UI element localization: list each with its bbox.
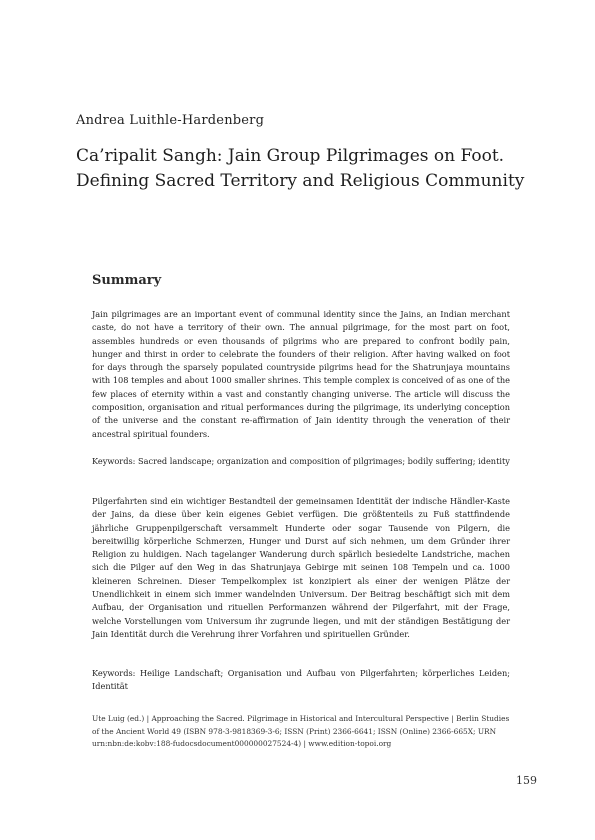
article-title: Ca’ripalit Sangh: Jain Group Pilgrimages on Foot. Defining Sacred Territory and Religious Community: [76, 146, 525, 191]
page-number: 159: [516, 774, 537, 787]
citation-footer: Ute Luig (ed.) | Approaching the Sacred. Pilgrimage in Historical and Intercultural Perspective | Berlin Studies of the Ancient World 49 (ISBN 978-3-9818369-3-6; ISSN (Print) 2366-6641; ISSN (Online) 2366-665X; URN urn:nbn:de:kobv:188-fudocsdocument000000027524-4) | www.edition-topoi.org: [92, 714, 510, 748]
abstract-german: Pilgerfahrten sind ein wichtiger Bestandteil der gemeinsamen Identität der indische Händler-Kaste der Jains, da diese über kein eigenes Gebiet verfügen. Die größtenteils zu Fuß stattfindende jährliche Gruppenpilgerschaft versammelt Hunderte oder sogar Tausende von Pilgern, die bereitwillig körperliche Schmerzen, Hunger und Durst auf sich nehmen, um dem Gründer ihrer Religion zu huldigen. Nach tagelanger Wanderung durch spärlich besiedelte Landstriche, machen sich die Pilger auf den Weg in das Shatrunjaya Gebirge mit seinen 108 Tempeln und ca. 1000 kleineren Schreinen. Dieser Tempelkomplex ist konzipiert als einer der wenigen Plätze der Unendlichkeit in einem sich immer wandelnden Universum. Der Beitrag beschäftigt sich mit dem Aufbau, der Organisation und rituellen Performanzen während der Pilgerfahrt, mit der Frage, welche Vorstellungen vom Universum ihr zugrunde liegen, und mit der ständigen Bestätigung der Jain Identität durch die Verehrung ihrer Vorfahren und spirituellen Gründer.: [92, 496, 510, 639]
keywords-english: Keywords: Sacred landscape; organization and composition of pilgrimages; bodily suffering; identity: [92, 456, 510, 466]
abstract-english: Jain pilgrimages are an important event of communal identity since the Jains, an Indian merchant caste, do not have a territory of their own. The annual pilgrimage, for the most part on foot, assembles hundreds or even thousands of pilgrims who are prepared to confront bodily pain, hunger and thirst in order to celebrate the founders of their religion. After having walked on foot for days through the sparsely populated countryside pilgrims head for the Shatrunjaya mountains with 108 temples and about 1000 smaller shrines. This temple complex is conceived of as one of the few places of eternity within a vast and constantly changing universe. The article will discuss the composition, organisation and ritual performances during the pilgrimage, its underlying conception of the universe and the constant re-affirmation of Jain identity through the veneration of their ancestral spiritual founders.: [92, 309, 510, 439]
author-name: Andrea Luithle-Hardenberg: [76, 113, 265, 128]
keywords-german: Keywords: Heilige Landschaft; Organisation und Aufbau von Pilgerfahrten; körperliches Leiden; Identität: [92, 668, 510, 692]
summary-heading: Summary: [92, 273, 162, 288]
